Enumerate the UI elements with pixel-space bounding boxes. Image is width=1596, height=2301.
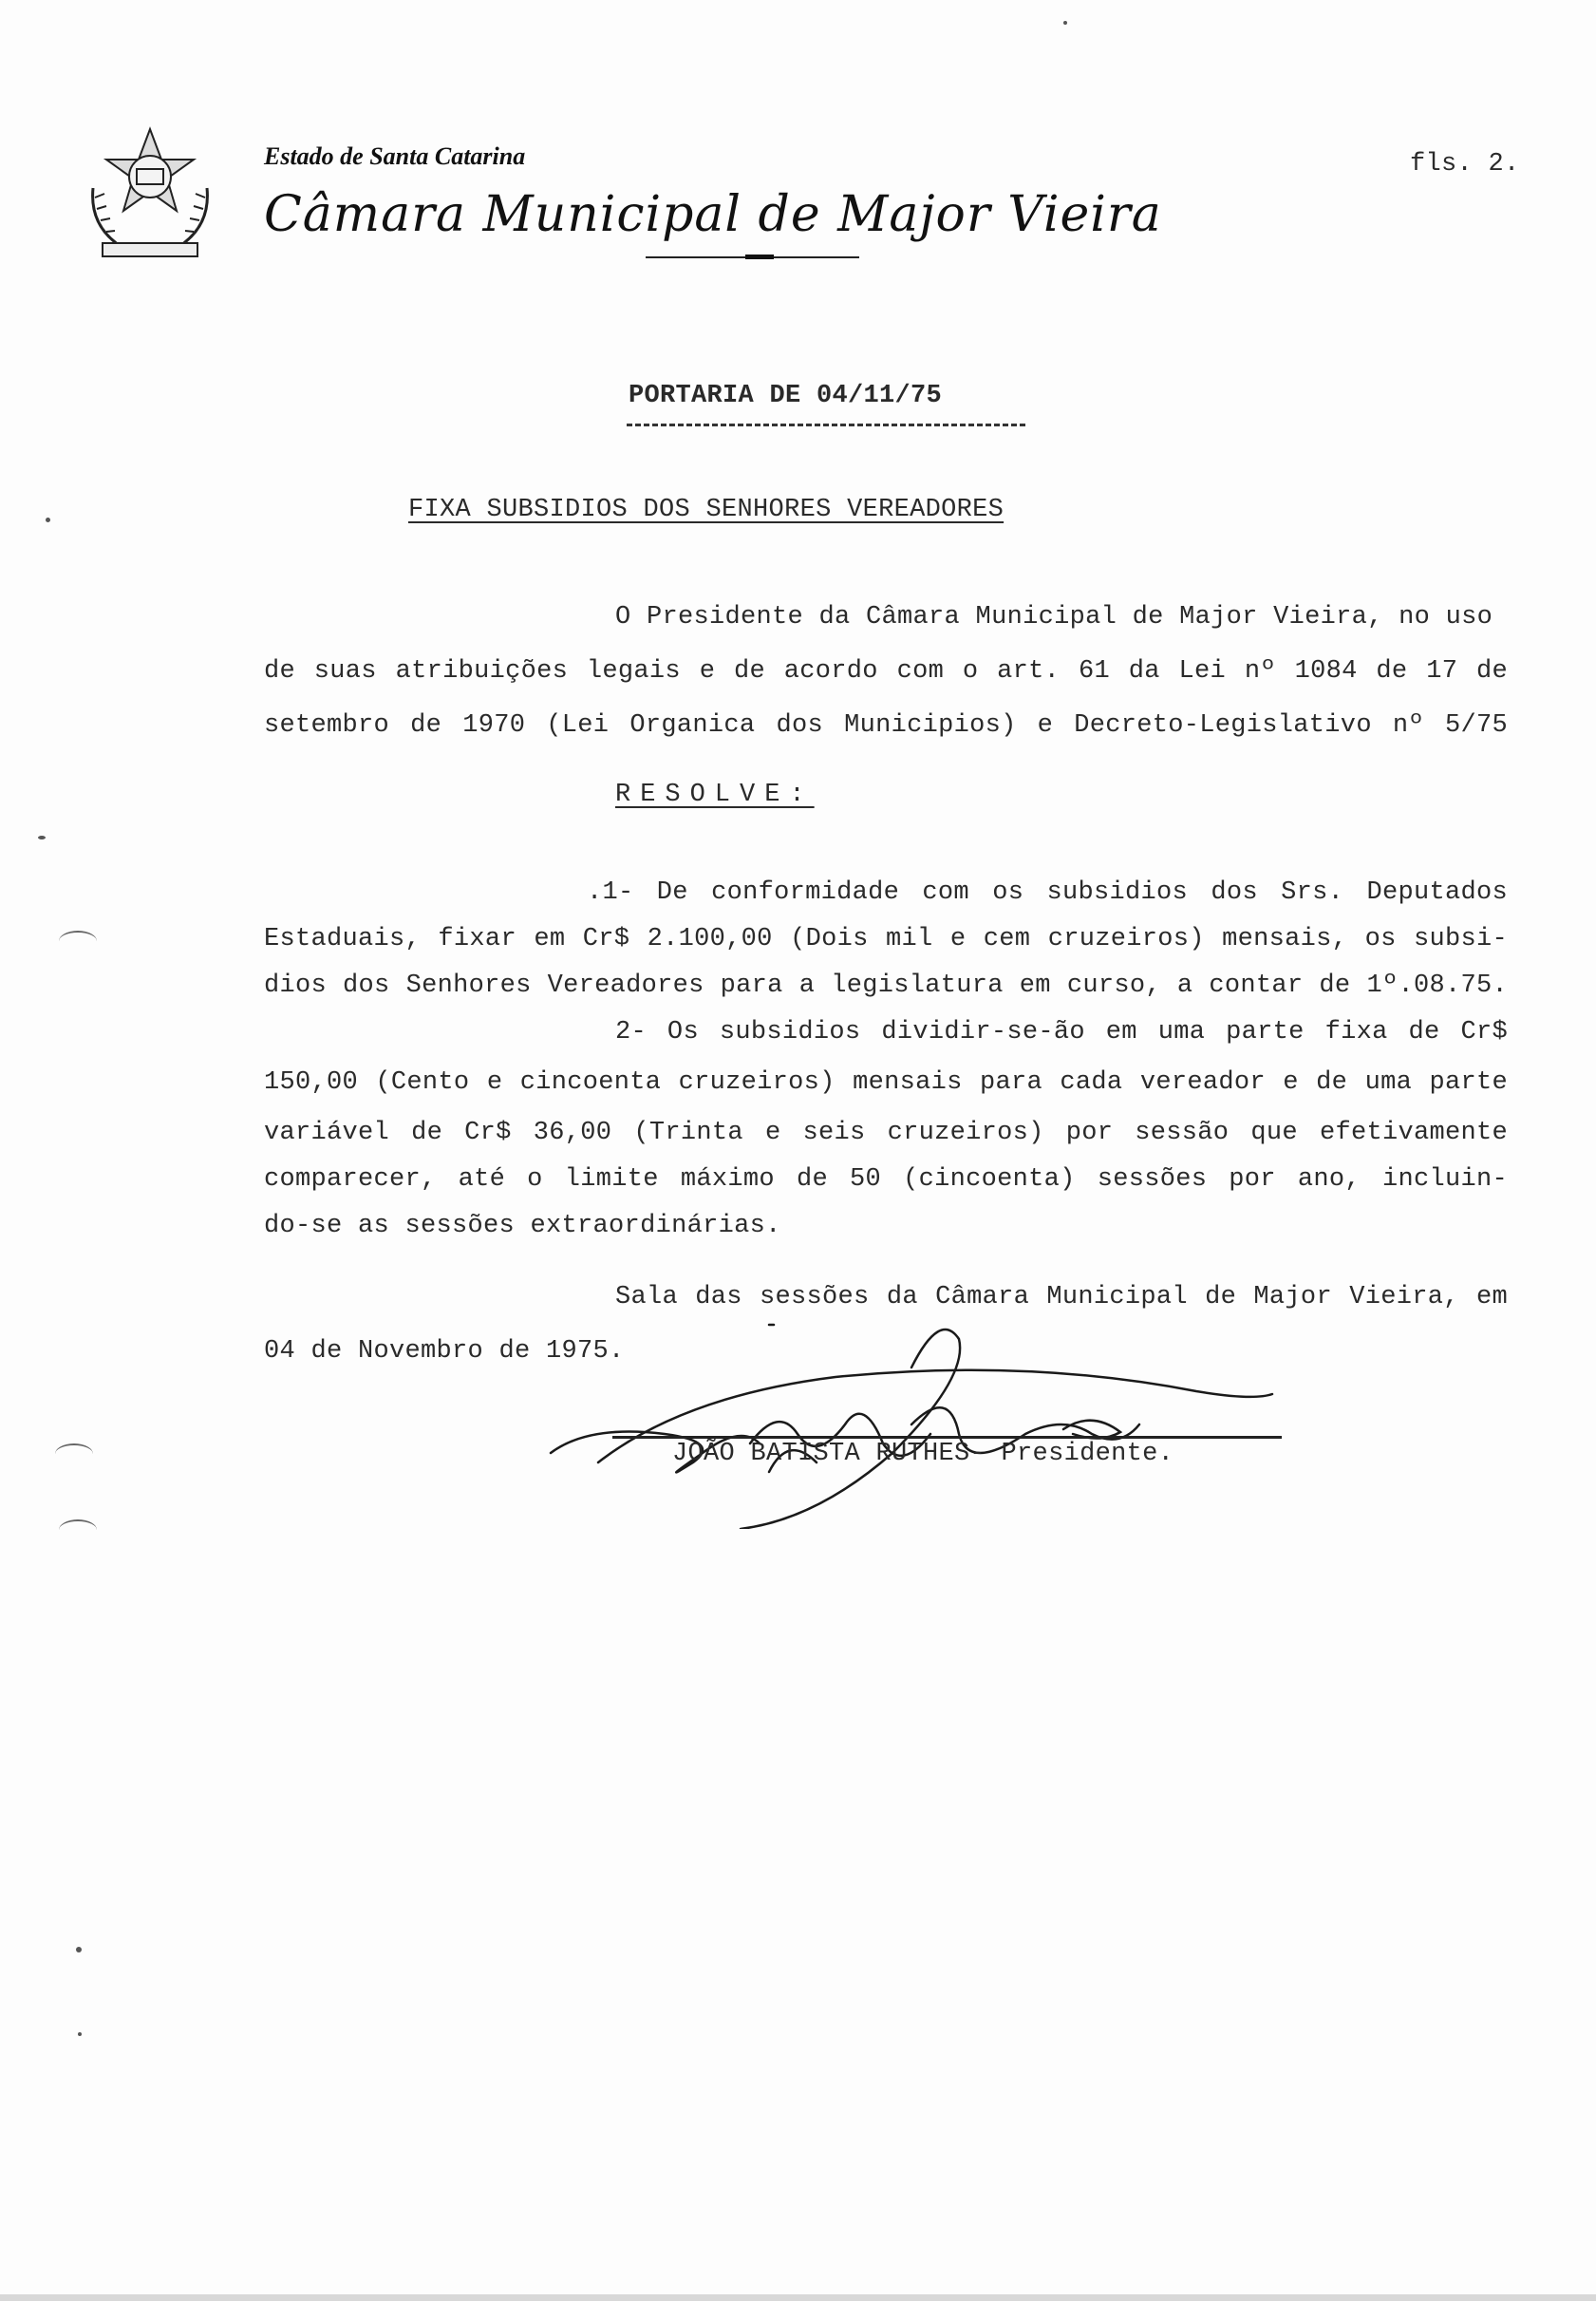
article-1-line: .1- De conformidade com os subsidios dos Srs. Deputados xyxy=(587,878,1508,907)
closing-line: 04 de Novembro de 1975. xyxy=(264,1337,625,1366)
article-2-line: 150,00 (Cento e cincoenta cruzeiros) mensais para cada vereador e de uma parte xyxy=(264,1068,1508,1097)
punch-hole-mark xyxy=(59,1519,97,1540)
scan-speck xyxy=(76,1947,82,1952)
article-2-line: do-se as sessões extraordinárias. xyxy=(264,1212,781,1240)
article-1-line: dios dos Senhores Vereadores para a legislatura em curso, a contar de 1º.08.75. xyxy=(264,971,1508,1000)
preamble xyxy=(264,591,1508,753)
article-2-line: comparecer, até o limite máximo de 50 (cincoenta) sessões por ano, incluin- xyxy=(264,1165,1508,1194)
scan-speck xyxy=(78,2032,82,2036)
state-name: Estado de Santa Catarina xyxy=(264,142,526,170)
scan-edge xyxy=(0,2294,1596,2301)
handwritten-signature xyxy=(532,1320,1291,1529)
preamble-line: setembro de 1970 (Lei Organica dos Municipios) e Decreto-Legislativo nº 5/75 xyxy=(264,711,1508,740)
articles xyxy=(264,870,1508,1250)
article-2-line: variável de Cr$ 36,00 (Trinta e seis cruzeiros) por sessão que efetivamente xyxy=(264,1119,1508,1147)
punch-hole-mark xyxy=(59,931,97,952)
resolve-heading: RESOLVE: xyxy=(615,781,815,809)
preamble-line: de suas atribuições legais e de acordo com o art. 61 da Lei nº 1084 de 17 de xyxy=(264,657,1508,686)
document-subject: FIXA SUBSIDIOS DOS SENHORES VEREADORES xyxy=(408,496,1005,524)
signer-name: JOÃO BATISTA RUTHES- Presidente. xyxy=(672,1440,1174,1468)
scan-speck xyxy=(38,836,46,839)
scan-speck xyxy=(1063,21,1067,25)
punch-hole-mark xyxy=(55,1443,93,1464)
preamble-line: O Presidente da Câmara Municipal de Major Vieira, no uso xyxy=(615,603,1493,632)
chamber-name: Câmara Municipal de Major Vieira xyxy=(264,186,1162,243)
folio-number: fls. 2. xyxy=(1410,150,1520,179)
signature-line xyxy=(612,1436,1282,1439)
article-1-line: Estaduais, fixar em Cr$ 2.100,00 (Dois mil e cem cruzeiros) mensais, os subsi- xyxy=(264,925,1508,953)
document-title: PORTARIA DE 04/11/75 xyxy=(629,382,943,410)
state-crest-icon xyxy=(84,122,216,264)
header-underline-mark xyxy=(745,255,774,259)
title-dashed-rule xyxy=(627,424,1025,426)
closing-line: Sala das sessões da Câmara Municipal de Major Vieira, em xyxy=(615,1283,1508,1311)
scan-speck xyxy=(46,518,50,522)
article-2-line: 2- Os subsidios dividir-se-ão em uma parte fixa de Cr$ xyxy=(615,1018,1508,1047)
